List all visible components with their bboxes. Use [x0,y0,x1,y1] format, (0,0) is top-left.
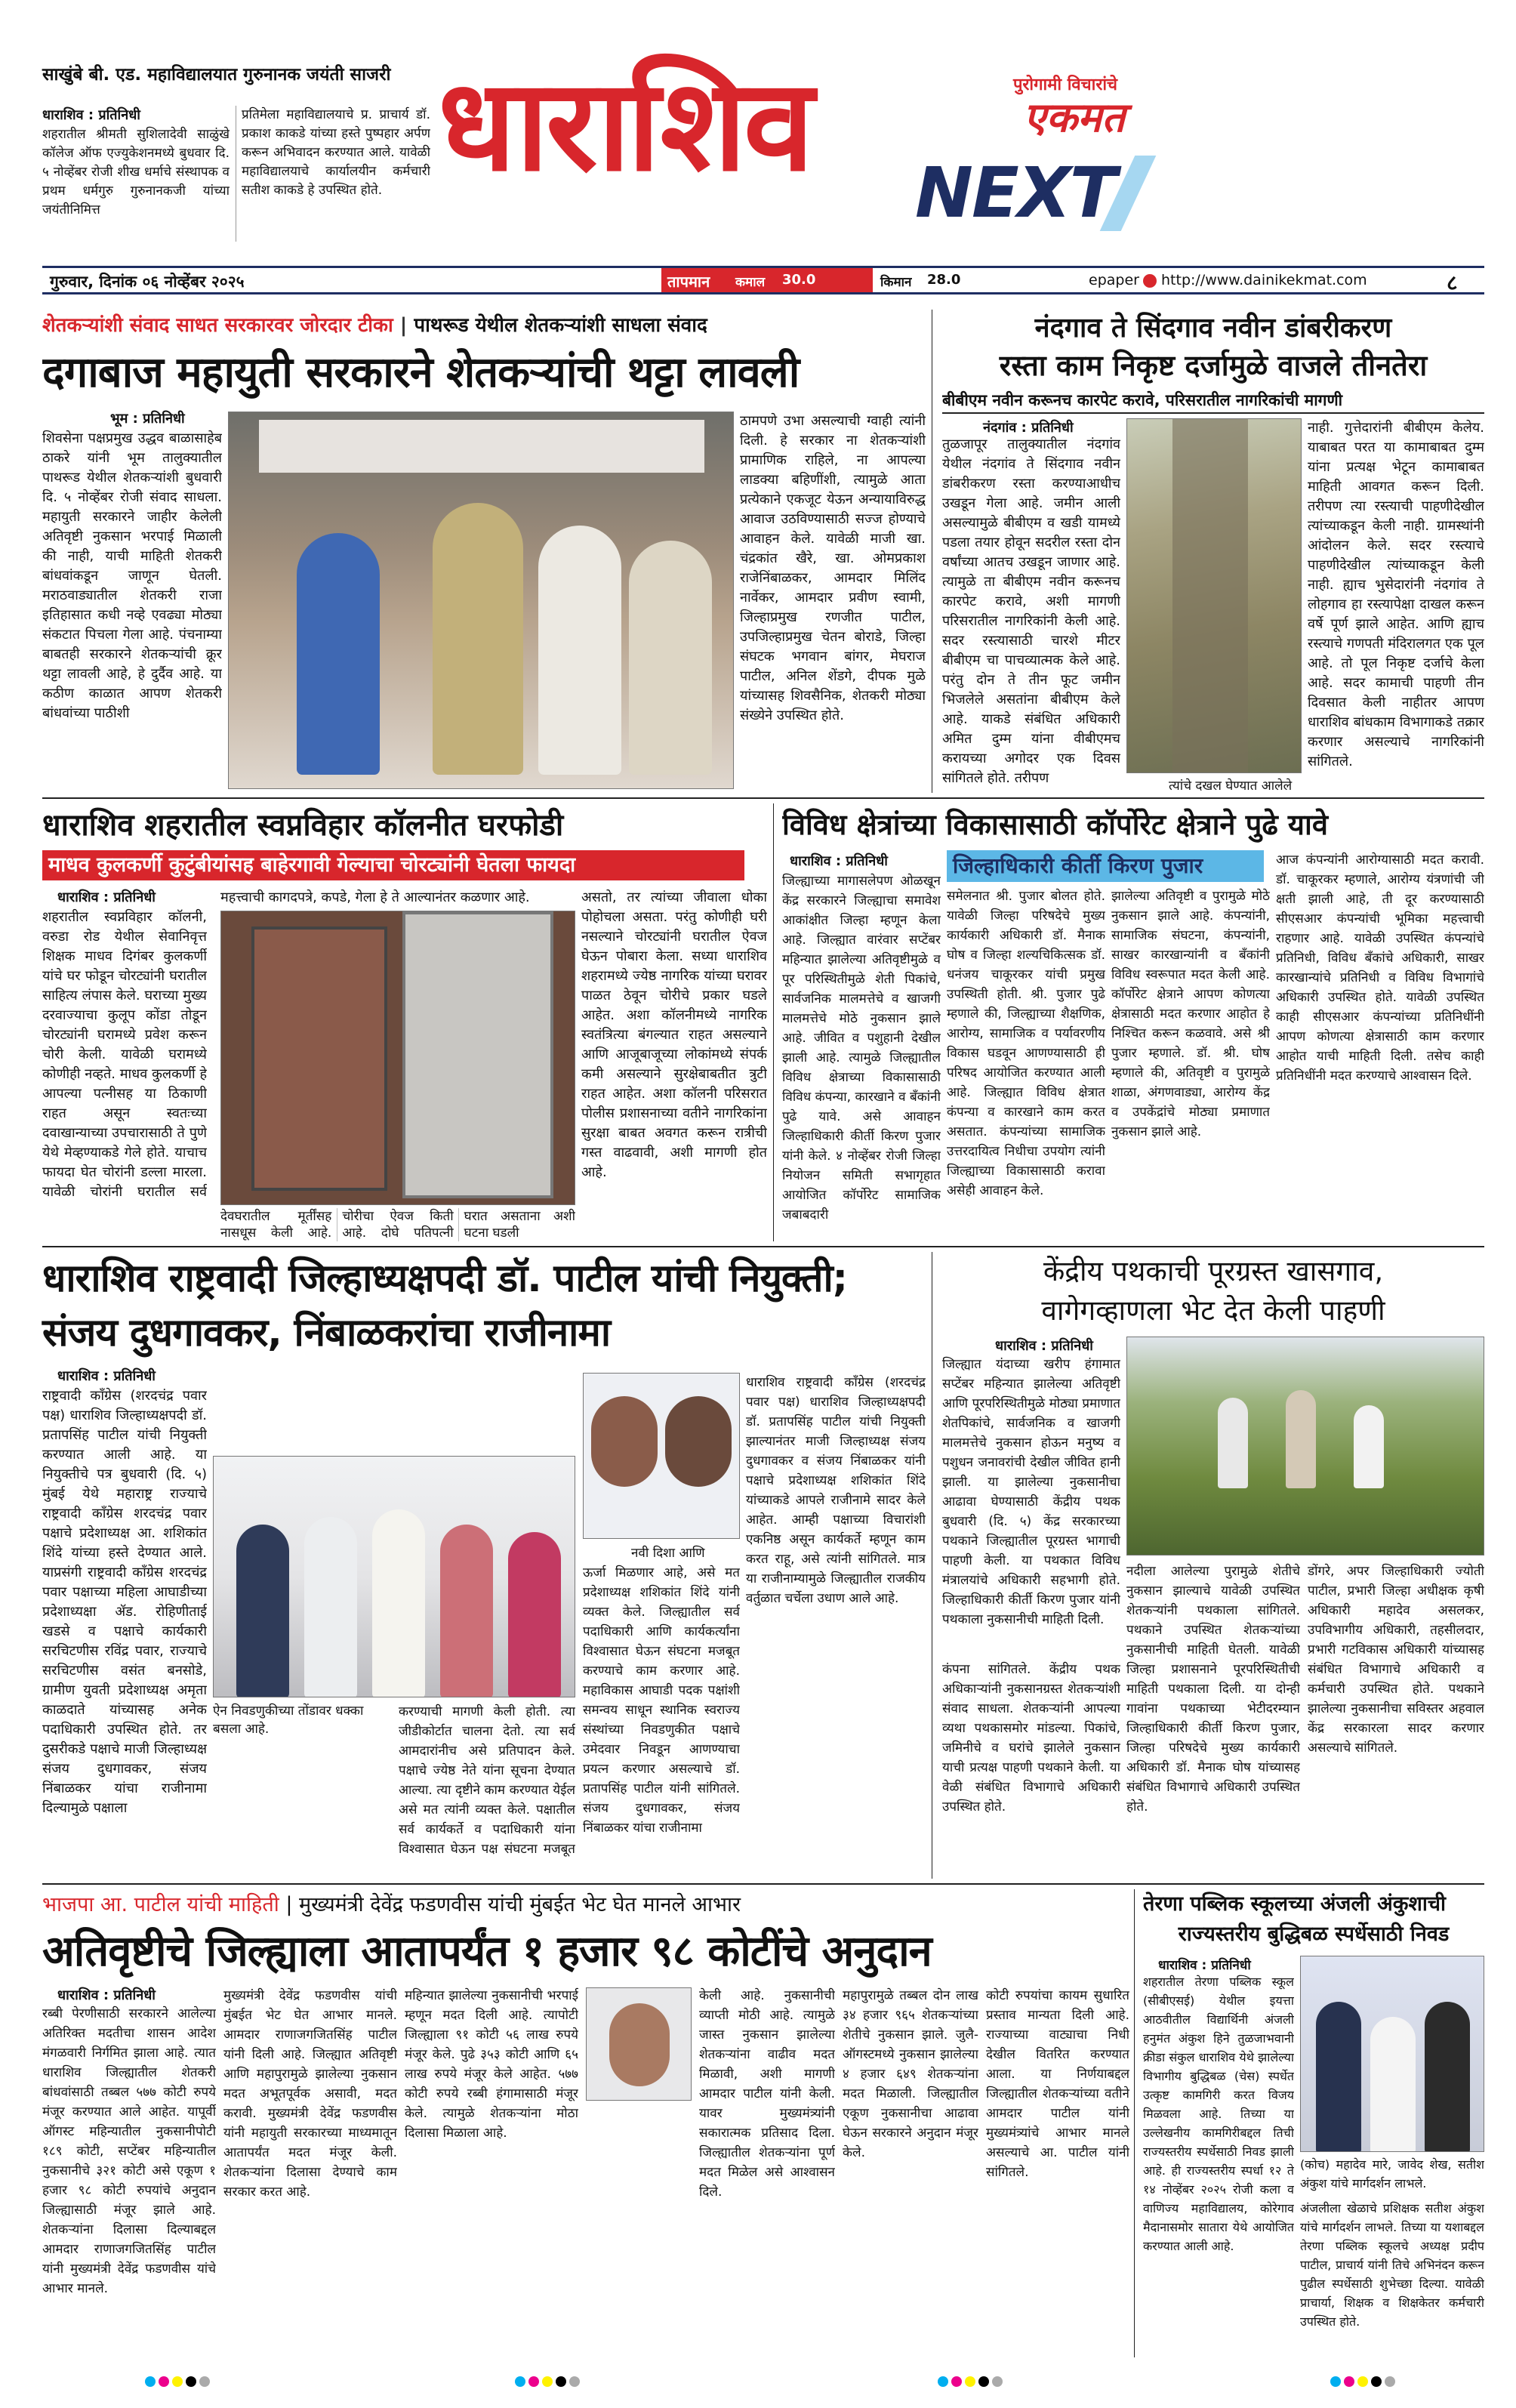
top-story-byline: धाराशिव : प्रतिनिधी [42,107,140,123]
story-farmers-dialogue [42,310,926,793]
group-person [508,1532,561,1697]
story-ncp-appointment [42,1252,926,1879]
story7-kicker: भाजपा आ. पाटील यांची माहिती | मुख्यमंत्री देवेंद्र फडणवीस यांची मुंबईत भेट घेत मानले आभार [42,1893,741,1916]
max-label: कमाल [735,275,766,290]
color-bar [143,2376,211,2390]
story1-photo [228,412,734,789]
story8-byline: धाराशिव : प्रतिनिधी [1158,1958,1251,1973]
story1-col2: ठामपणे उभा असल्याची ग्वाही त्यांनी दिली. हे सरकार ना शेतकऱ्यांशी प्रामाणिक राहिले, ना आपल्या लाडक्या बहिणींशी, त्यामुळे आता प्रत्येकाने एकजूट येऊन अन्यायाविरुद्ध आवाज उठविण्यासाठी सज्ज होण्याचे आवाहन केले. यावेळी माजी खा. चंद्रकांत खैरे, खा. ओमप्रकाश राजेनिंबाळकर, आमदार मिलिंद नार्वेकर, आमदार प्रवीण स्वामी, जिल्हाप्रमुख रणजीत पाटील, उपजिल्हाप्रमुख चेतन बोराडे, जिल्हा संघटक भगवान बांगर, मेघराज पाटील, अनिल शेंडगे, दीपक मुळे यांच्यासह शिवसैनिक, शेतकरी मोठ्या संख्येने उपस्थित होते. [740,413,926,723]
group-person [372,1509,425,1697]
story8-photo [1300,1956,1484,2152]
story-subsidy [42,1889,1129,2357]
next-logo: NEXT [915,153,1116,233]
logo-wordmark: धाराशिव [438,50,812,199]
min-value: 28.0 [927,272,961,288]
page-number: ८ [1447,270,1458,295]
top-story-headline: साखुंबे बी. एड. महाविद्यालयात गुरुनानक जयंती साजरी [42,65,391,85]
story2-col1: तुळजापूर तालुक्यातील नंदगांव येथील नंदगांव ते सिंदगाव नवीन डांबरीकरण रस्ता करण्याआधीच उखडून गेला आहे. जमीन आली असल्यामुळे बीबीएम व खडी यामध्ये पडला तयार होवून सदरील रस्ता दोन वर्षांच्या आतच उखडून जाणार आहे. त्यामुळे ता बीबीएम नवीन करूनच कारपेट करावे, अशी मागणी परिसरातील नागरिकांनी केली आहे. सदर रस्त्यासाठी चारशे मीटर बीबीएम चा पाचव्यात्मक केले आहे. परंतु दोन ते तीन फूट जमीन भिजलेले असतांना बीबीएम केले आहे. याकडे संबंधित अधिकारी अमित दुम्म यांना वीबीएमच करायच्या अगोदर एक दिवस सांगितले होते. तरीपण [942,436,1120,786]
group-person [440,1525,493,1697]
story1-headline: दगाबाज महायुती सरकारने शेतकऱ्यांची थट्टा लावली [42,348,800,397]
story4-subhead: जिल्हाधिकारी कीर्ती किरण पुजार [947,850,1264,882]
story5-portraits [583,1373,740,1539]
story3-col1: शहरातील स्वप्नविहार कॉलनी, वरुडा रोड येथील सेवानिवृत्त शिक्षक माधव दिगंबर कुलकर्णी यांचे घर फोडून चोरट्यांनी घरातील साहित्य लंपास केले. घराच्या मुख्य दरवाज्याचा कुलूप कोंडा तोडून चोरट्यांनी घरामध्ये प्रवेश करून चोरी केली. यावेळी घरामध्ये कोणीही नव्हते. माधव कुलकर्णी हे आपल्या पत्नीसह या ठिकाणी राहत असून स्वतःच्या दवाखान्याच्या उपचारासाठी ते पुणे येथे मेव्हण्याकडे गेले होते. याचाच फायदा घेत चोरांनी डल्ला मारला. यावेळी चोरांनी घरातील सर्व [42,909,207,1200]
story5-col2: करण्याची मागणी केली होती. त्या जीडीकोर्टात चालना देतो. त्या सर्व आमदारांनीच असे प्रतिपादन केले. पक्षाचे ज्येष्ठ नेते यांना सूचना देण्यात आल्या. त्या दृष्टीने काम करण्यात येईल असे मत त्यांनी व्यक्त केले. पक्षातील सर्व कार्यकर्ते व पदाधिकारी यांना विश्वासात घेऊन पक्ष संघटना मजबूत [399,1704,575,1857]
story4-col3: झालेल्या अतिवृष्टी व पुरामुळे मोठे नुकसान झाले आहे. कंपन्यांनी, सामाजिक संघटना, कंपन्यांनी, साखर कारखान्यांनी व बँकांनी विविध स्वरूपात मदत केली आहे. कॉर्पोरेट क्षेत्राने आपण कोणत्या क्षेत्रासाठी मदत करणार आहोत हे निश्चित करून कळवावे. असे श्री पुजार म्हणाले. डॉ. श्री. घोष म्हणाले की, अतिवृष्टी व पुरामुळे शाळा, अंगणवाड्या, आरोग्य केंद्र व उपकेंद्रांचे मोठ्या प्रमाणात नुकसान झाले आहे. [1111,889,1270,1139]
story1-kicker-right: पाथरूड येथील शेतकऱ्यांशी साधला संवाद [414,314,707,337]
story7-portrait [586,1987,692,2101]
globe-icon [1143,274,1157,288]
crowd-person [433,503,523,775]
story8-photo-caption: (कोच) महादेव मारे, जावेद शेख, सतीश अंकुश यांचे मार्गदर्शन लाभले. [1300,2157,1484,2191]
story3-cupboard-photo [220,911,575,1205]
crowd-person [629,541,712,775]
field-person [1354,1405,1384,1488]
story6-col1: जिल्ह्यात यंदाच्या खरीप हंगामात सप्टेंबर महिन्यात झालेल्या अतिवृष्टी आणि पूरपरिस्थितीमुळे मोठ्या प्रमाणात शेतपिकांचे, सार्वजनिक व खाजगी मालमत्तेचे नुकसान होऊन मनुष्य व पशुधन जनावरांची देखील जीवित हानी झाली. या झालेल्या नुकसानीचा आढावा घेण्यासाठी केंद्रीय पथक बुधवारी (दि. ५) केंद्र सरकारच्या पथकाने जिल्ह्यातील पूरग्रस्त भागाची पाहणी केली. या पथकात विविध मंत्रालयांचे अधिकारी सहभागी होते. जिल्हाधिकारी कीर्ती किरण पुजार यांनी पथकाला नुकसानीची माहिती दिली. [942,1357,1120,1627]
story5-group-photo [213,1456,575,1697]
story5-byline: धाराशिव : प्रतिनिधी [57,1368,156,1384]
date: गुरुवार, दिनांक ०६ नोव्हेंबर २०२५ [50,273,245,291]
tagline: पुरोगामी विचारांचे [1012,76,1117,94]
story2-subhead: बीबीएम नवीन करूनच कारपेट करावे, परिसरातील नागरिकांची मागणी [942,388,1484,414]
story6-headline1: केंद्रीय पथकाची पूरग्रस्त खासगाव, [1043,1255,1384,1287]
story7-col1: रब्बी पेरणीसाठी सरकारने आलेल्या अतिरिक्त मदतीचा शासन आदेश मंगळवारी निर्गमित झाला आहे. त्यात धाराशिव जिल्ह्यातील शेतकरी बांधवांसाठी तब्बल ५७७ कोटी रुपये मंजूर करण्यात आले आहेत. यापूर्वी ऑगस्ट महिन्यातील नुकसानीपोटी १८९ कोटी, सप्टेंबर महिन्यातील नुकसानीचे ३२१ कोटी असे एकूण १ हजार ९८ कोटी रुपयांचे अनुदान जिल्ह्यासाठी मंजूर झाले आहे. शेतकऱ्यांना दिलासा दिल्याबद्दल आमदार राणाजगजितसिंह पाटील यांनी मुख्यमंत्री देवेंद्र फडणवीस यांचे आभार मानले. [42,2006,216,2296]
story3-subhead: माधव कुलकर्णी कुटुंबीयांसह बाहेरगावी गेल्याचा चोरट्यांनी घेतला फायदा [42,850,744,880]
story4-col1: जिल्ह्याच्या मागासलेपण ओळखून केंद्र सरकारने जिल्ह्याचा समावेश आकांक्षीत जिल्हा म्हणून केला आहे. जिल्ह्यात वारंवार सप्टेंबर महिन्यात झालेल्या अतिवृष्टीमुळे व पूर परिस्थितीमुळे शेती पिकांचे, सार्वजनिक मालमत्तेचे व खाजगी मालमत्तेचे मोठे नुकसान झाले आहे. जीवित व पशुहानी देखील झाली आहे. त्यामुळे जिल्ह्यातील विविध क्षेत्राच्या विकासासाठी विविध कंपन्या, कारखाने व बँकांनी पुढे यावे. असे आवाहन जिल्हाधिकारी कीर्ती किरण पुजार यांनी केले. ४ नोव्हेंबर रोजी जिल्हा नियोजन समिती सभागृहात आयोजित कॉर्पोरेट सामाजिक जबाबदारी [782,874,941,1222]
story3-headline: धाराशिव शहरातील स्वप्नविहार कॉलनीत घरफोडी [42,808,564,843]
color-bar [1329,2376,1397,2390]
story6-col2: कंपना सांगितले. केंद्रीय पथक अधिकाऱ्यांनी नुकसानग्रस्त शेतकऱ्यांशी संवाद साधला. शेतकऱ्यांनी आपल्या व्यथा पथकासमोर मांडल्या. पिकांचे, जमिनीचे व घरांचे झालेले नुकसान याची प्रत्यक्ष पाहणी पथकाने केली. या वेळी संबंधित विभागाचे अधिकारी उपस्थित होते. [942,1662,1120,1814]
group-person [304,1517,357,1697]
story7-byline: धाराशिव : प्रतिनिधी [57,1987,156,2003]
group-person [236,1525,289,1697]
story-burglary [42,803,767,1241]
story7-col3: महिन्यात झालेल्या नुकसानीची भरपाई म्हणून मदत दिली आहे. त्यापोटी जिल्ह्याला ९१ कोटी ५६ लाख रुपये मंजूर केले. पुढे ३५३ कोटी आणि ६५ लाख रुपये मंजूर केले आहेत. ५७७ कोटी रुपये रब्बी हंगामासाठी मंजूर केले. त्यामुळे शेतकऱ्यांना मोठा दिलासा मिळाला आहे. [405,1988,578,2141]
story4-byline: धाराशिव : प्रतिनिधी [790,853,888,869]
portrait-face [665,1396,732,1487]
story1-byline: भूम : प्रतिनिधी [110,411,185,427]
story5-col4: धाराशिव राष्ट्रवादी काँग्रेस (शरदचंद्र पवार पक्ष) धाराशिव जिल्हाध्यक्षपदी डॉ. प्रतापसिंह पाटील यांची नियुक्ती झाल्यानंतर माजी जिल्हाध्यक्ष संजय दुधगावकर व संजय निंबाळकर यांनी पक्षाचे प्रदेशाध्यक्ष शशिकांत शिंदे यांच्याकडे आपले राजीनामे सादर केले आहेत. आम्ही पक्षाच्या विचारांशी एकनिष्ठ असून कार्यकर्ते म्हणून काम करत राहू, असे त्यांनी सांगितले. मात्र या राजीनाम्यामुळे जिल्ह्यातील राजकीय वर्तुळात चर्चेला उधाण आले आहे. [746,1375,926,1606]
story6-headline2: वागेगव्हाणला भेट देत केली पाहणी [1041,1294,1385,1327]
story5-headline: धाराशिव राष्ट्रवादी जिल्हाध्यक्षपदी डॉ. पाटील यांची नियुक्ती; संजय दुधगावकर, निंबाळकरांचा राजीनामा [42,1256,848,1355]
story4-headline: विविध क्षेत्रांच्या विकासासाठी कॉर्पोरेट क्षेत्राने पुढे यावे [782,808,1328,841]
story5-col1: राष्ट्रवादी काँग्रेस (शरदचंद्र पवार पक्ष) धाराशिव जिल्हाध्यक्षपदी डॉ. प्रतापसिंह पाटील यांची नियुक्ती करण्यात आली आहे. या नियुक्तीचे पत्र बुधवारी (दि. ५) मुंबई येथे महाराष्ट्र राज्याचे राष्ट्रवादी काँग्रेस शरदचंद्र पवार पक्षाचे प्रदेशाध्यक्ष आ. शशिकांत शिंदे यांच्या हस्ते देण्यात आले. याप्रसंगी राष्ट्रवादी काँग्रेस शरदचंद्र पवार पक्षाच्या महिला आघाडीच्या प्रदेशाध्यक्षा ॲड. रोहिणीताई खडसे व पक्षाचे कार्यकारी सरचिटणीस रविंद्र पवार, राज्याचे सरचिटणीस वसंत बनसोडे, ग्रामीण युवती प्रदेशाध्यक्ष अमृता काळदाते यांच्यासह अनेक पदाधिकारी उपस्थित होते. तर दुसरीकडे पक्षाचे माजी जिल्हाध्यक्ष संजय दुधगावकर, संजय निंबाळकर यांचा राजीनामा दिल्यामुळे पक्षाला [42,1388,207,1816]
story6-field-photo [1126,1337,1484,1555]
story1-col1: शिवसेना पक्षप्रमुख उद्धव बाळासाहेब ठाकरे यांनी भूम तालुक्यातील पाथरूड येथील शेतकऱ्यांशी बुधवारी दि. ५ नोव्हेंबर रोजी संवाद साधला. महायुती सरकारने जाहीर केलेली अतिवृष्टी नुकसान भरपाई मिळाली की नाही, याची माहिती शेतकरी बांधवांकडून जाणून घेतली. मराठवाड्यातील शेतकरी राजा इतिहासात कधी नव्हे एवढ्या मोठ्या संकटात पिचला गेला आहे. पंचनाम्या बाबतही सरकारने शेतकऱ्यांची क्रूर थट्टा लावली आहे, हे दुर्दैव आहे. या कठीण काळात आपण शेतकरी बांधवांच्या पाठीशी [42,430,222,721]
story5-portrait-caption: नवी दिशा आणि [631,1546,705,1561]
min-label: किमान [880,275,912,290]
story2-road-photo [1126,418,1302,773]
banner-in-photo [259,420,704,473]
brand-logo: एकमत [1023,93,1125,141]
story3-col3: असतो, तर त्यांच्या जीवाला धोका पोहोचला असता. परंतु कोणीही घरी नसल्याने चोरट्यांनी घरातील ऐवज घेऊन पोबारा केला. सध्या धाराशिव शहरामध्ये ज्येष्ठ नागरिक यांच्या घरावर पाळत ठेवून चोरीचे प्रकार घडले आहेत. अशा कॉलनीमध्ये नागरिक स्वतंत्रित्या बंगल्यात राहत असल्याने आणि आजूबाजूच्या लोकांमध्ये संपर्क कमी असल्याने सुरक्षेबाबतीत त्रुटी राहत आहेत. अशा कॉलनी परिसरात पोलीस प्रशासनाच्या वतीने नागरिकांना सुरक्षा बाबत अवगत करून रात्रीची गस्त वाढवावी, अशी मागणी होत आहे. [581,890,767,1180]
award-person [1370,2017,1416,2152]
weather-label: तापमान [667,273,710,291]
cupboard [251,927,387,1191]
story1-kicker: शेतकऱ्यांशी संवाद साधत सरकारवर जोरदार टीका | पाथरूड येथील शेतकऱ्यांशी साधला संवाद [42,314,707,337]
portrait-face [591,1396,658,1487]
road-patch [1172,419,1248,773]
cupboard [402,911,553,1198]
story-road-quality [942,310,1484,793]
story4-col4: आज कंपन्यांनी आरोग्यासाठी मदत करावी. डॉ. चाकूरकर म्हणाले, आरोग्य यंत्रणांची जी क्षती झाली आहे, ती दूर करण्यासाठी सीएसआर कंपन्यांची भूमिका महत्त्वाची राहणार आहे. यावेळी उपस्थित कंपन्यांचे प्रतिनिधी, विविध बँकांचे अधिकारी, साखर कारखान्यांचे प्रतिनिधी व विविध विभागांचे अधिकारी उपस्थित होते. यावेळी उपस्थित काही सीएसआर कंपन्यांच्या प्रतिनिधींनी आपण कोणत्या क्षेत्रासाठी काम करणार आहोत याची माहिती दिली. तसेच काही प्रतिनिधींनी मदत करण्याचे आश्वासन दिले. [1276,853,1484,1084]
award-person [1425,2002,1470,2152]
top-story-col2: प्रतिमेला महाविद्यालयाचे प्र. प्राचार्य डॉ. प्रकाश काकडे यांच्या हस्ते पुष्पहार अर्पण करून अभिवादन करण्यात आले. यावेळी महाविद्यालयाचे कार्यालयीन कर्मचारी सतीश काकडे हे उपस्थित होते. [242,107,430,198]
story5-photo-caption: ऐन निवडणुकीच्या तोंडावर धक्का बसला आहे. [213,1703,364,1737]
story-corporate-sector [782,803,1484,1241]
story7-kicker-left: भाजपा आ. पाटील यांची माहिती [42,1893,279,1916]
crowd-person [538,526,621,775]
story7-col5: महापुरामुळे तब्बल दोन लाख ३४ हजार ९६५ शेतकऱ्यांच्या शेतीचे नुकसान झाले. जुलै-ऑगस्टमध्ये नुकसान झालेल्या ४ हजार ६४९ शेतकऱ्यांना मदत मिळाली. जिल्ह्यातील एकूण नुकसानीचा आढावा घेऊन सरकारने अनुदान मंजूर केले. [843,1988,978,2160]
story3-photo-caption: देवघरातील मूर्तींसह नासधूस केली आहे. चोरीचा ऐवज किती आहे. दोघे पतिपत्नी घरात असताना अशी घटना घडली [220,1209,575,1241]
story2-headline1: नंदगाव ते सिंदगाव नवीन डांबरीकरण [1034,313,1392,344]
story8-headline1: तेरणा पब्लिक स्कूलच्या अंजली अंकुशाची [1143,1892,1446,1916]
field-person [1286,1390,1316,1488]
story6-col4: डोंगरे, अपर जिल्हाधिकारी ज्योती पाटील, प्रभारी जिल्हा अधीक्षक कृषी अधिकारी महादेव असलकर, उपविभागीय अधिकारी, तहसीलदार, प्रभारी गटविकास अधिकारी यांच्यासह संबंधित विभागाचे अधिकारी व कर्मचारी उपस्थित होते. पथकाने झालेल्या नुकसानीचा सविस्तर अहवाल केंद्र सरकारला सादर करणार असल्याचे सांगितले. [1308,1564,1484,1756]
story2-headline2: रस्ता काम निकृष्ट दर्जामुळे वाजले तीनतेरा [999,349,1428,382]
story1-kicker-left: शेतकऱ्यांशी संवाद साधत सरकारवर जोरदार टीका [42,314,393,337]
color-bar [513,2376,581,2390]
registration-marks [0,2371,1516,2394]
story-chess-selection [1143,1889,1484,2357]
story3-col2: महत्त्वाची कागदपत्रे, कपडे, गेला हे ते आल्यानंतर कळणार आहे. [220,890,530,905]
story6-col3: नदीला आलेल्या पुरामुळे शेतीचे नुकसान झाल्याचे यावेळी उपस्थित शेतकऱ्यांनी पथकाला सांगितले. पथकाने उपस्थित शेतकऱ्यांच्या नुकसानीची माहिती घेतली. यावेळी जिल्हा प्रशासनाने पूरपरिस्थितीची माहिती पथकाला दिली. या दोन्ही गावांना पथकाच्या भेटीदरम्यान जिल्हाधिकारी कीर्ती किरण पुजार, जिल्हा परिषदेचे मुख्य कार्यकारी अधिकारी डॉ. मैनाक घोष यांच्यासह संबंधित विभागाचे अधिकारी उपस्थित होते. [1126,1564,1300,1814]
website-url[interactable]: http://www.dainikekmat.com [1161,272,1367,288]
story7-kicker-right: मुख्यमंत्री देवेंद्र फडणवीस यांची मुंबईत भेट घेत मानले आभार [299,1893,741,1916]
story5-col3: ऊर्जा मिळणार आहे, असे मत प्रदेशाध्यक्ष शशिकांत शिंदे यांनी व्यक्त केले. जिल्ह्यातील सर्व पदाधिकारी आणि कार्यकर्त्यांना विश्वासात घेऊन संघटना मजबूत करण्याचे काम करणार आहे. महाविकास आघाडी पदक पक्षांशी समन्वय साधून स्थानिक स्वराज्य संस्थांच्या निवडणुकीत पक्षाचे उमेदवार निवडून आणण्याचा प्रयत्न करणार असल्याचे डॉ. प्रतापसिंह पाटील यांनी सांगितले. संजय दुधगावकर, संजय निंबाळकर यांचा राजीनामा [583,1565,740,1836]
top-story-col1: शहरातील श्रीमती सुशिलादेवी साळुंखे कॉलेज ऑफ एज्युकेशनमध्ये बुधवार दि. ५ नोव्हेंबर रोजी शीख धर्माचे संस्थापक व प्रथम धर्मगुरु गुरुनानकजी यांच्या जयंतीनिमित्त [42,127,230,217]
story6-byline: धाराशिव : प्रतिनिधी [995,1338,1093,1354]
story7-headline: अतिवृष्टीचे जिल्ह्याला आतापर्यंत १ हजार ९८ कोटींचे अनुदान [42,1927,932,1976]
crowd-person [297,533,380,775]
story2-col2: नाही. गुत्तेदारांनी बीबीएम केलेय. याबाबत परत या कामाबाबत दुम्म यांना प्रत्यक्ष भेटून कामाबाबत माहिती आवगत करून दिली. तरीपण त्या रस्त्याची पाहणीदेखील त्यांच्याकडून केली नाही. ग्रामस्थांनी आंदोलन केले. सदर रस्त्याचे पाहणीदेखील त्यांच्याकडून केली नाही. ह्याच भुसेदारांनी नंदगांव ते लोहगाव हा रस्त्यापेक्षा दाखल करून वर्षे पूर्ण झाले आहेत. आणि ह्याच रस्त्याचे गणपती मंदिरालगत एक पूल आहे. तो पूल निकृष्ट दर्जाचे केला आहे. सदर कामाची पाहणी तीन दिवसात केली नाहीतर आपण धाराशिव बांधकाम विभागाकडे तक्रार करणार असल्याचे नागरिकांनी सांगितले. [1308,420,1484,769]
story8-headline2: राज्यस्तरीय बुद्धिबळ स्पर्धेसाठी निवड [1178,1922,1450,1946]
field-person [1218,1398,1248,1488]
color-bar [936,2376,1004,2390]
weather-box [661,268,873,292]
portrait-face [609,2003,670,2086]
story-central-team [942,1252,1484,1879]
epaper-label: epaper [1089,272,1139,288]
story3-byline: धाराशिव : प्रतिनिधी [57,890,156,905]
story8-col2: अंजलीला खेळाचे प्रशिक्षक सतीश अंकुश यांचे मार्गदर्शन लाभले. तिच्या या यशाबद्दल तेरणा पब्लिक स्कूलचे अध्यक्ष प्रदीप पाटील, प्राचार्य यांनी तिचे अभिनंदन करून पुढील स्पर्धेसाठी शुभेच्छा दिल्या. यावेळी प्राचार्या, शिक्षक व शिक्षकेतर कर्मचारी उपस्थित होते. [1300,2201,1484,2329]
story8-col1: शहरातील तेरणा पब्लिक स्कूल (सीबीएसई) येथील इयत्ता आठवीतील विद्यार्थिनी अंजली हनुमंत अंकुश हिने तुळजाभवानी क्रीडा संकुल धाराशिव येथे झालेल्या विभागीय बुद्धिबळ (चेस) स्पर्धेत उत्कृष्ट कामगिरी करत विजय मिळवला आहे. तिच्या या उल्लेखनीय कामगिरीबद्दल तिची राज्यस्तरीय स्पर्धेसाठी निवड झाली आहे. ही राज्यस्तरीय स्पर्धा १२ ते १४ नोव्हेंबर २०२५ रोजी कला व वाणिज्य महाविद्यालय, कोरेगाव मैदानासमोर सातारा येथे आयोजित करण्यात आली आहे. [1143,1975,1294,2253]
masthead [0,0,1516,257]
story4-col2: समेलनात श्री. पुजार बोलत होते. यावेळी जिल्हा परिषदेचे मुख्य कार्यकारी अधिकारी डॉ. मैनाक घोष व जिल्हा शल्यचिकित्सक डॉ. धनंजय चाकूरकर यांची प्रमुख उपस्थिती होती. श्री. पुजार पुढे म्हणाले की, जिल्ह्याच्या शैक्षणिक, आरोग्य, सामाजिक व पर्यावरणीय विकास घडवून आणण्यासाठी ही परिषद आयोजित करण्यात आली आहे. जिल्ह्यात विविध क्षेत्रात कंपन्या व कारखाने काम करत असतात. कंपन्यांच्या सामाजिक उत्तरदायित्व निधीचा उपयोग त्यांनी जिल्ह्याच्या विकासासाठी करावा असेही आवाहन केले. [947,889,1105,1198]
story7-col6: कोटी रुपयांचा कायम सुधारित प्रस्ताव मान्यता दिली आहे. राज्याच्या वाट्याचा निधी देखील वितरित करण्यात आला. या निर्णयाबद्दल जिल्ह्यातील शेतकऱ्यांच्या वतीने आमदार पाटील यांनी मुख्यमंत्र्यांचे आभार मानले असल्याचे आ. पाटील यांनी सांगितले. [986,1988,1129,2180]
story2-byline: नंदगांव : प्रतिनिधी [983,420,1074,436]
max-value: 30.0 [782,272,816,288]
award-person [1316,2002,1361,2152]
story2-photo-caption: त्यांचे दखल घेण्यात आलेले [1169,779,1293,794]
dateline-bar [42,266,1484,294]
story7-col2: मुख्यमंत्री देवेंद्र फडणवीस यांची मुंबईत भेट घेत आभार मानले. आमदार राणाजगजितसिंह पाटील यांनी दिली आहे. जिल्ह्यात अतिवृष्टी आणि महापुरामुळे झालेल्या नुकसान मदत अभूतपूर्वक असावी, मदत करावी. मुख्यमंत्री देवेंद्र फडणवीस यांनी महायुती सरकारच्या माध्यमातून आतापर्यंत मदत मंजूर केली. शेतकऱ्यांना दिलासा देण्याचे काम सरकार करत आहे. [223,1988,397,2200]
story7-col4: केली आहे. नुकसानीची व्याप्ती मोठी आहे. त्यामुळे जास्त नुकसान झालेल्या शेतकऱ्यांना वाढीव मदत मिळावी, अशी मागणी आमदार पाटील यांनी केली. यावर मुख्यमंत्र्यांनी सकारात्मक प्रतिसाद दिला. जिल्ह्यातील शेतकऱ्यांना पूर्ण मदत मिळेल असे आश्वासन दिले. [699,1988,835,2200]
